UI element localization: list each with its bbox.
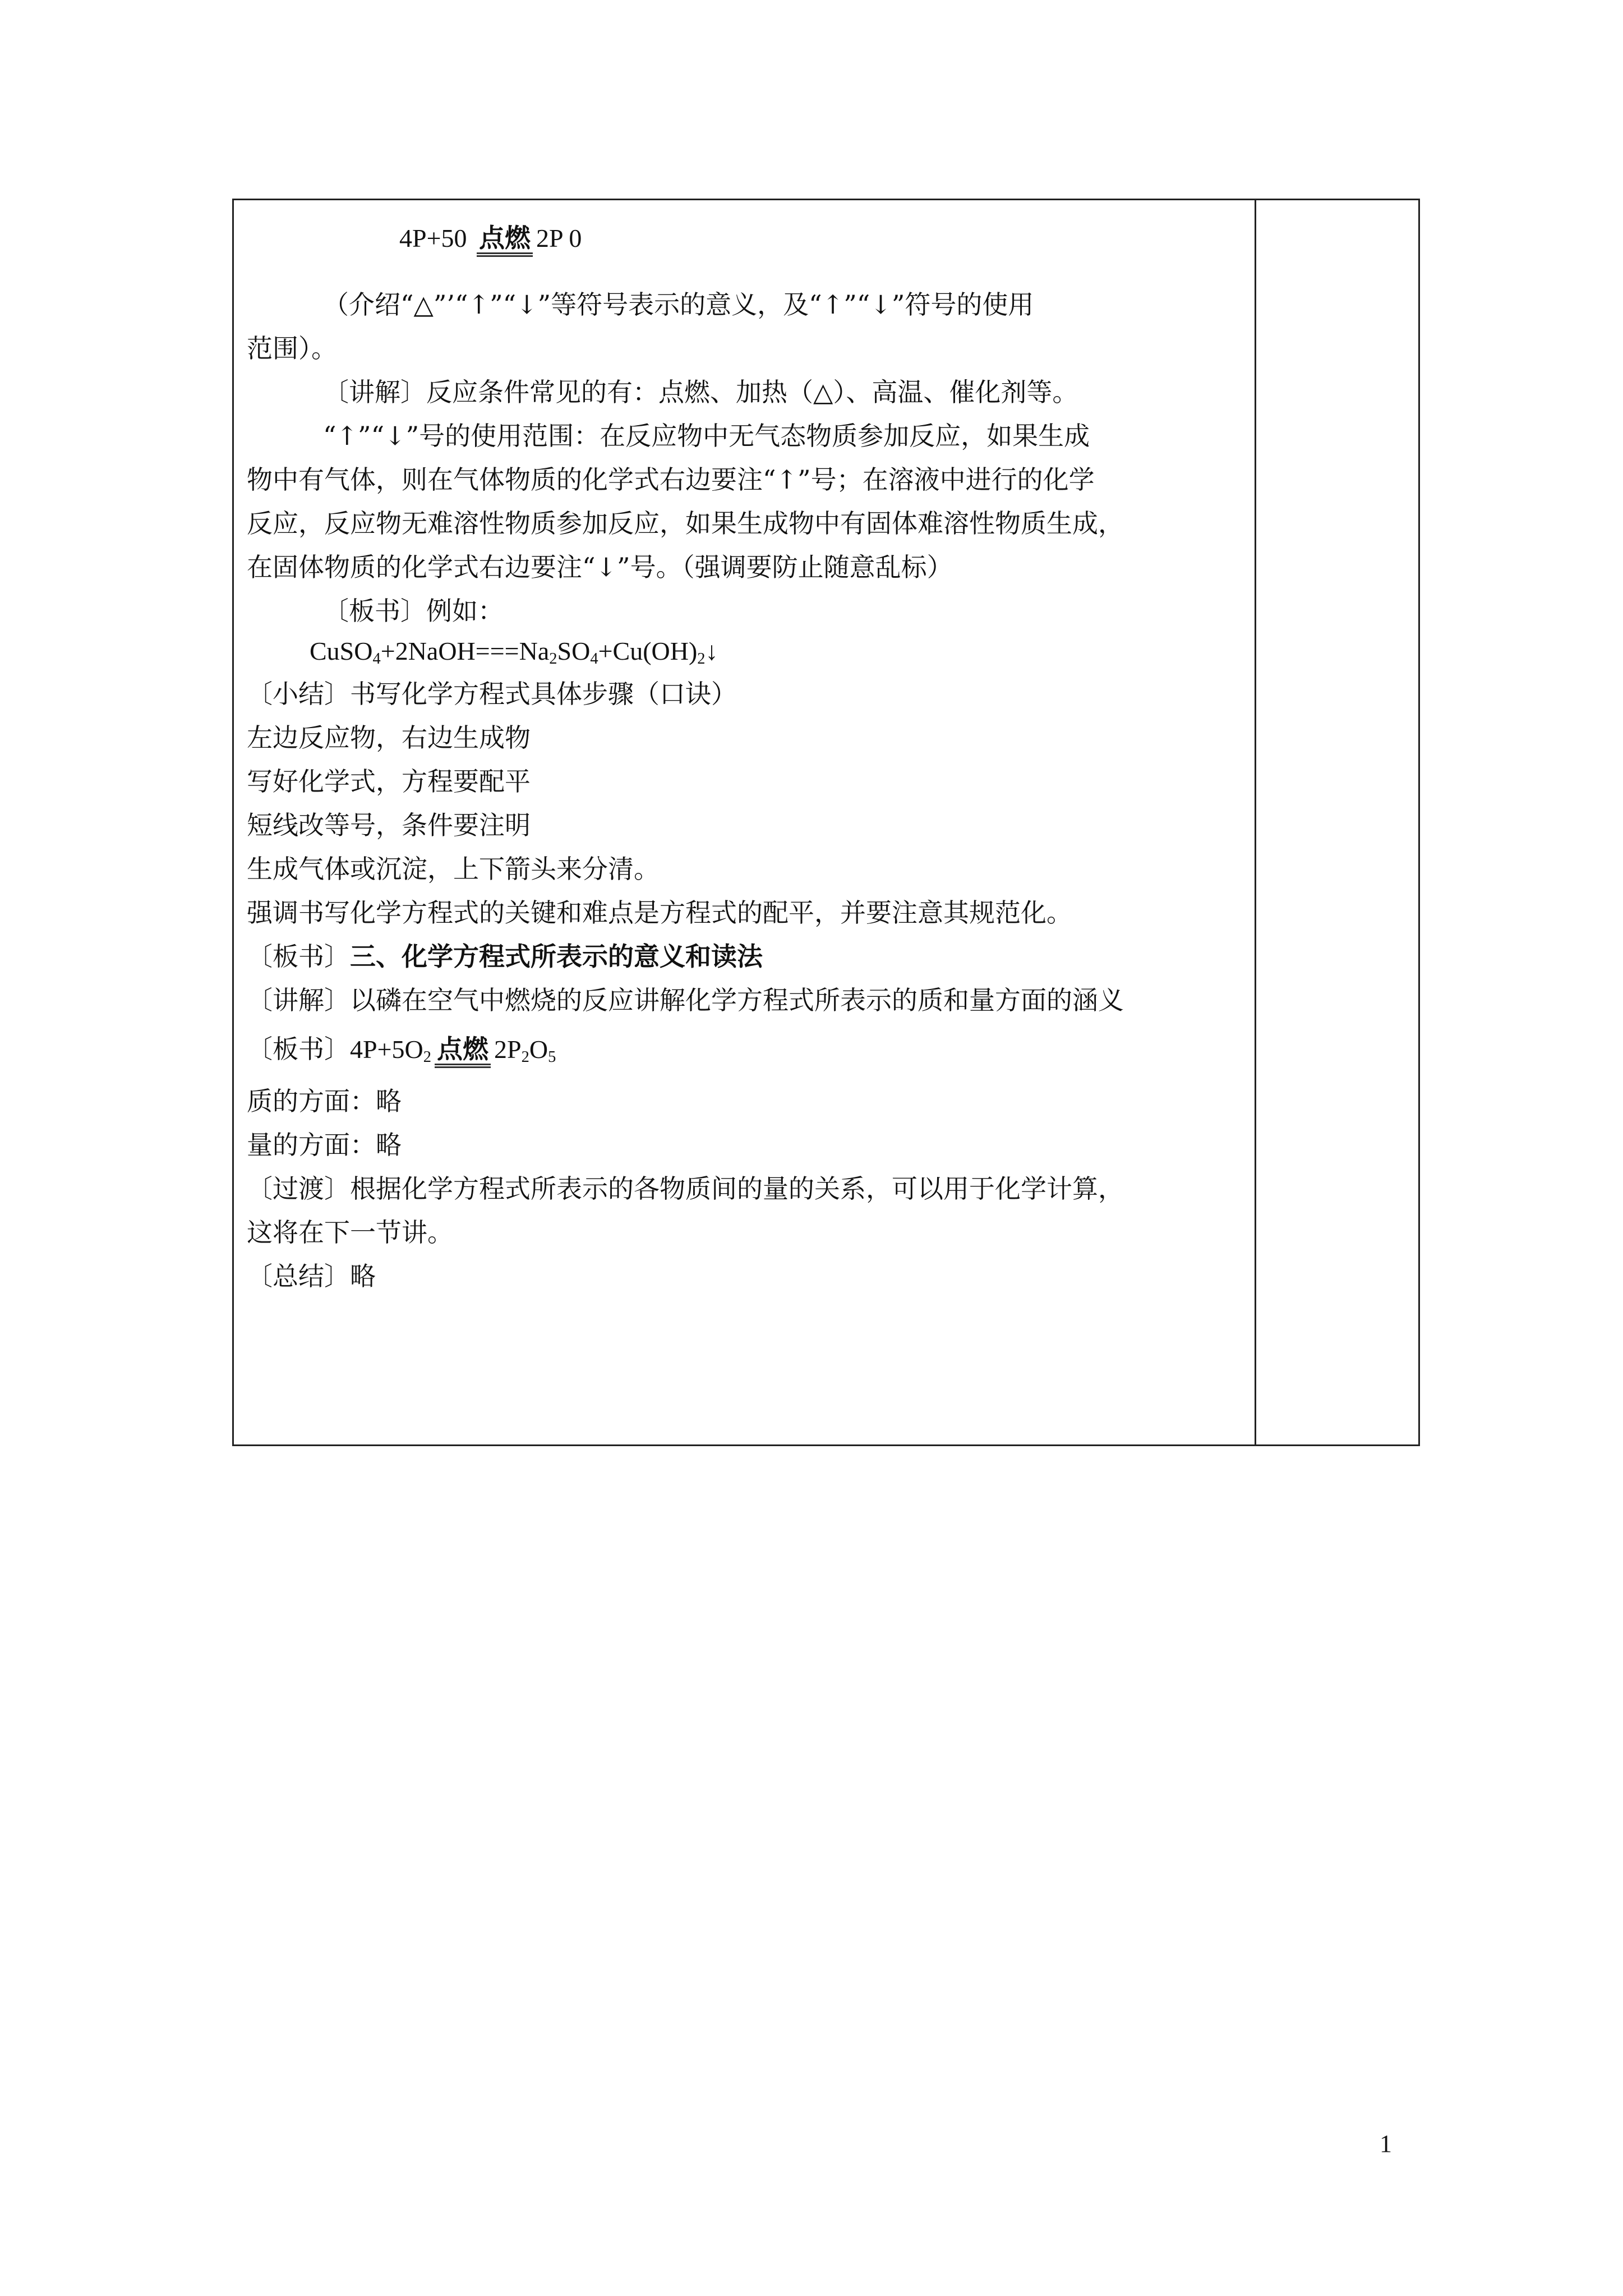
eq-cuso4-b-sub: 2	[549, 650, 557, 668]
transition-line-1: 〔过渡〕根据化学方程式所表示的各物质间的量的关系，可以用于化学计算，	[247, 1174, 1124, 1204]
eq-p-a-sub: 2	[423, 1048, 432, 1066]
section-3-title: 三、化学方程式所表示的意义和读法	[350, 941, 763, 972]
eq-p-c: O	[529, 1035, 548, 1064]
eq-cuso4-a: CuSO	[310, 637, 373, 665]
paragraph-3-line-1: “↑”“↓”号的使用范围：在反应物中无气态物质参加反应，如果生成	[323, 421, 1090, 451]
conclusion: 〔总结〕略	[247, 1261, 376, 1291]
paragraph-3-line-2: 物中有气体，则在气体物质的化学式右边要注“↑”号；在溶液中进行的化学	[247, 464, 1095, 495]
equation-top	[399, 224, 582, 257]
page-number: 1	[1380, 2130, 1392, 2157]
summary-line-2: 写好化学式，方程要配平	[247, 766, 531, 797]
eq-cuso4-c: SO	[557, 637, 591, 665]
section-3-label: 〔板书〕	[247, 941, 350, 972]
eq-cuso4-b: +2NaOH===Na	[380, 637, 550, 665]
equation-top-condition: 点燃	[477, 224, 533, 257]
eq-cuso4-c-sub: 4	[590, 650, 598, 668]
eq-p-b: 2P	[494, 1035, 522, 1064]
summary-line-4: 生成气体或沉淀，上下箭头来分清。	[247, 854, 660, 884]
equation-top-rhs: 2P 0	[536, 224, 582, 252]
eq-p-a: 4P+5O	[350, 1035, 423, 1064]
transition-line-2: 这将在下一节讲。	[247, 1217, 453, 1248]
quantity-aspect: 量的方面：略	[247, 1130, 402, 1160]
paragraph-1-line-1: （介绍“△”’“↑”“↓”等符号表示的意义，及“↑”“↓”符号的使用	[323, 289, 1034, 320]
eq-p-c-sub: 5	[548, 1048, 556, 1066]
section-3-heading	[247, 941, 763, 972]
equation-p-condition: 点燃	[435, 1036, 491, 1068]
quality-aspect: 质的方面：略	[247, 1086, 402, 1116]
eq-cuso4-d-sub: 2	[697, 650, 706, 668]
eq-cuso4-a-sub: 4	[372, 650, 381, 668]
equation-p-label: 〔板书〕	[247, 1034, 350, 1064]
table-column-divider	[1255, 199, 1256, 1446]
equation-p	[247, 1036, 556, 1068]
eq-cuso4-d: +Cu(OH)	[598, 637, 698, 665]
eq-cuso4-e: ↓	[705, 637, 718, 665]
equation-top-lhs: 4P+50	[399, 224, 467, 252]
summary-emphasis: 强调书写化学方程式的关键和难点是方程式的配平，并要注意其规范化。	[247, 898, 1072, 928]
lecture-2: 〔讲解〕以磷在空气中燃烧的反应讲解化学方程式所表示的质和量方面的涵义	[247, 985, 1124, 1015]
summary-line-3: 短线改等号，条件要注明	[247, 810, 531, 840]
summary-line-1: 左边反应物，右边生成物	[247, 723, 531, 753]
paragraph-1-line-2: 范围）。	[247, 333, 337, 364]
paragraph-2: 〔讲解〕反应条件常见的有：点燃、加热（△）、高温、催化剂等。	[323, 377, 1078, 407]
eq-p-b-sub: 2	[521, 1048, 529, 1066]
paragraph-4: 〔板书〕例如：	[323, 596, 504, 626]
equation-cuso4	[310, 638, 718, 668]
summary-title: 〔小结〕书写化学方程式具体步骤（口诀）	[247, 679, 737, 709]
paragraph-3-line-4: 在固体物质的化学式右边要注“↓”号。（强调要防止随意乱标）	[247, 552, 953, 582]
paragraph-3-line-3: 反应，反应物无难溶性物质参加反应，如果生成物中有固体难溶性物质生成，	[247, 508, 1124, 539]
